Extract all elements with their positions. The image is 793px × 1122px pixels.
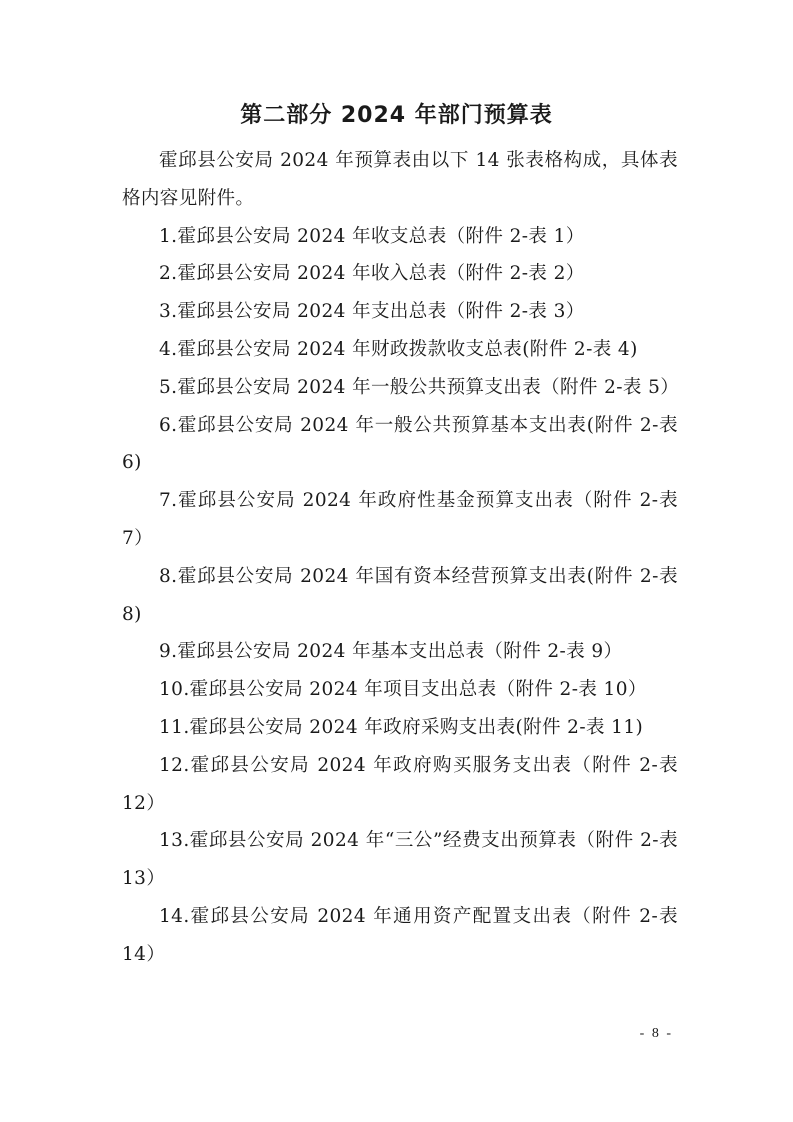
list-item: 6.霍邱县公安局 2024 年一般公共预算基本支出表(附件 2-表 6) (122, 414, 678, 474)
list-item: 2.霍邱县公安局 2024 年收入总表（附件 2-表 2） (159, 263, 585, 285)
list-item: 3.霍邱县公安局 2024 年支出总表（附件 2-表 3） (159, 301, 585, 323)
intro-paragraph: 霍邱县公安局 2024 年预算表由以下 14 张表格构成，具体表格内容见附件。 (122, 150, 678, 209)
list-item: 8.霍邱县公安局 2024 年国有资本经营预算支出表(附件 2-表 8) (122, 565, 678, 625)
list-item: 14.霍邱县公安局 2024 年通用资产配置支出表（附件 2-表 14） (122, 905, 678, 965)
list-item: 1.霍邱县公安局 2024 年收支总表（附件 2-表 1） (159, 225, 585, 247)
list-item: 4.霍邱县公安局 2024 年财政拨款收支总表(附件 2-表 4) (159, 338, 638, 360)
list-item: 9.霍邱县公安局 2024 年基本支出总表（附件 2-表 9） (159, 641, 623, 663)
list-item: 10.霍邱县公安局 2024 年项目支出总表（附件 2-表 10） (159, 679, 647, 701)
list-item: 5.霍邱县公安局 2024 年一般公共预算支出表（附件 2-表 5） (159, 376, 680, 398)
page-number: - 8 - (639, 1026, 673, 1041)
list-item: 13.霍邱县公安局 2024 年“三公”经费支出预算表（附件 2-表 13） (122, 830, 678, 890)
list-item: 12.霍邱县公安局 2024 年政府购买服务支出表（附件 2-表 12） (122, 754, 678, 814)
page-title: 第二部分 2024 年部门预算表 (240, 103, 553, 128)
list-item: 7.霍邱县公安局 2024 年政府性基金预算支出表（附件 2-表 7） (122, 490, 678, 549)
list-item: 11.霍邱县公安局 2024 年政府采购支出表(附件 2-表 11) (159, 716, 644, 738)
document-body (122, 142, 678, 974)
